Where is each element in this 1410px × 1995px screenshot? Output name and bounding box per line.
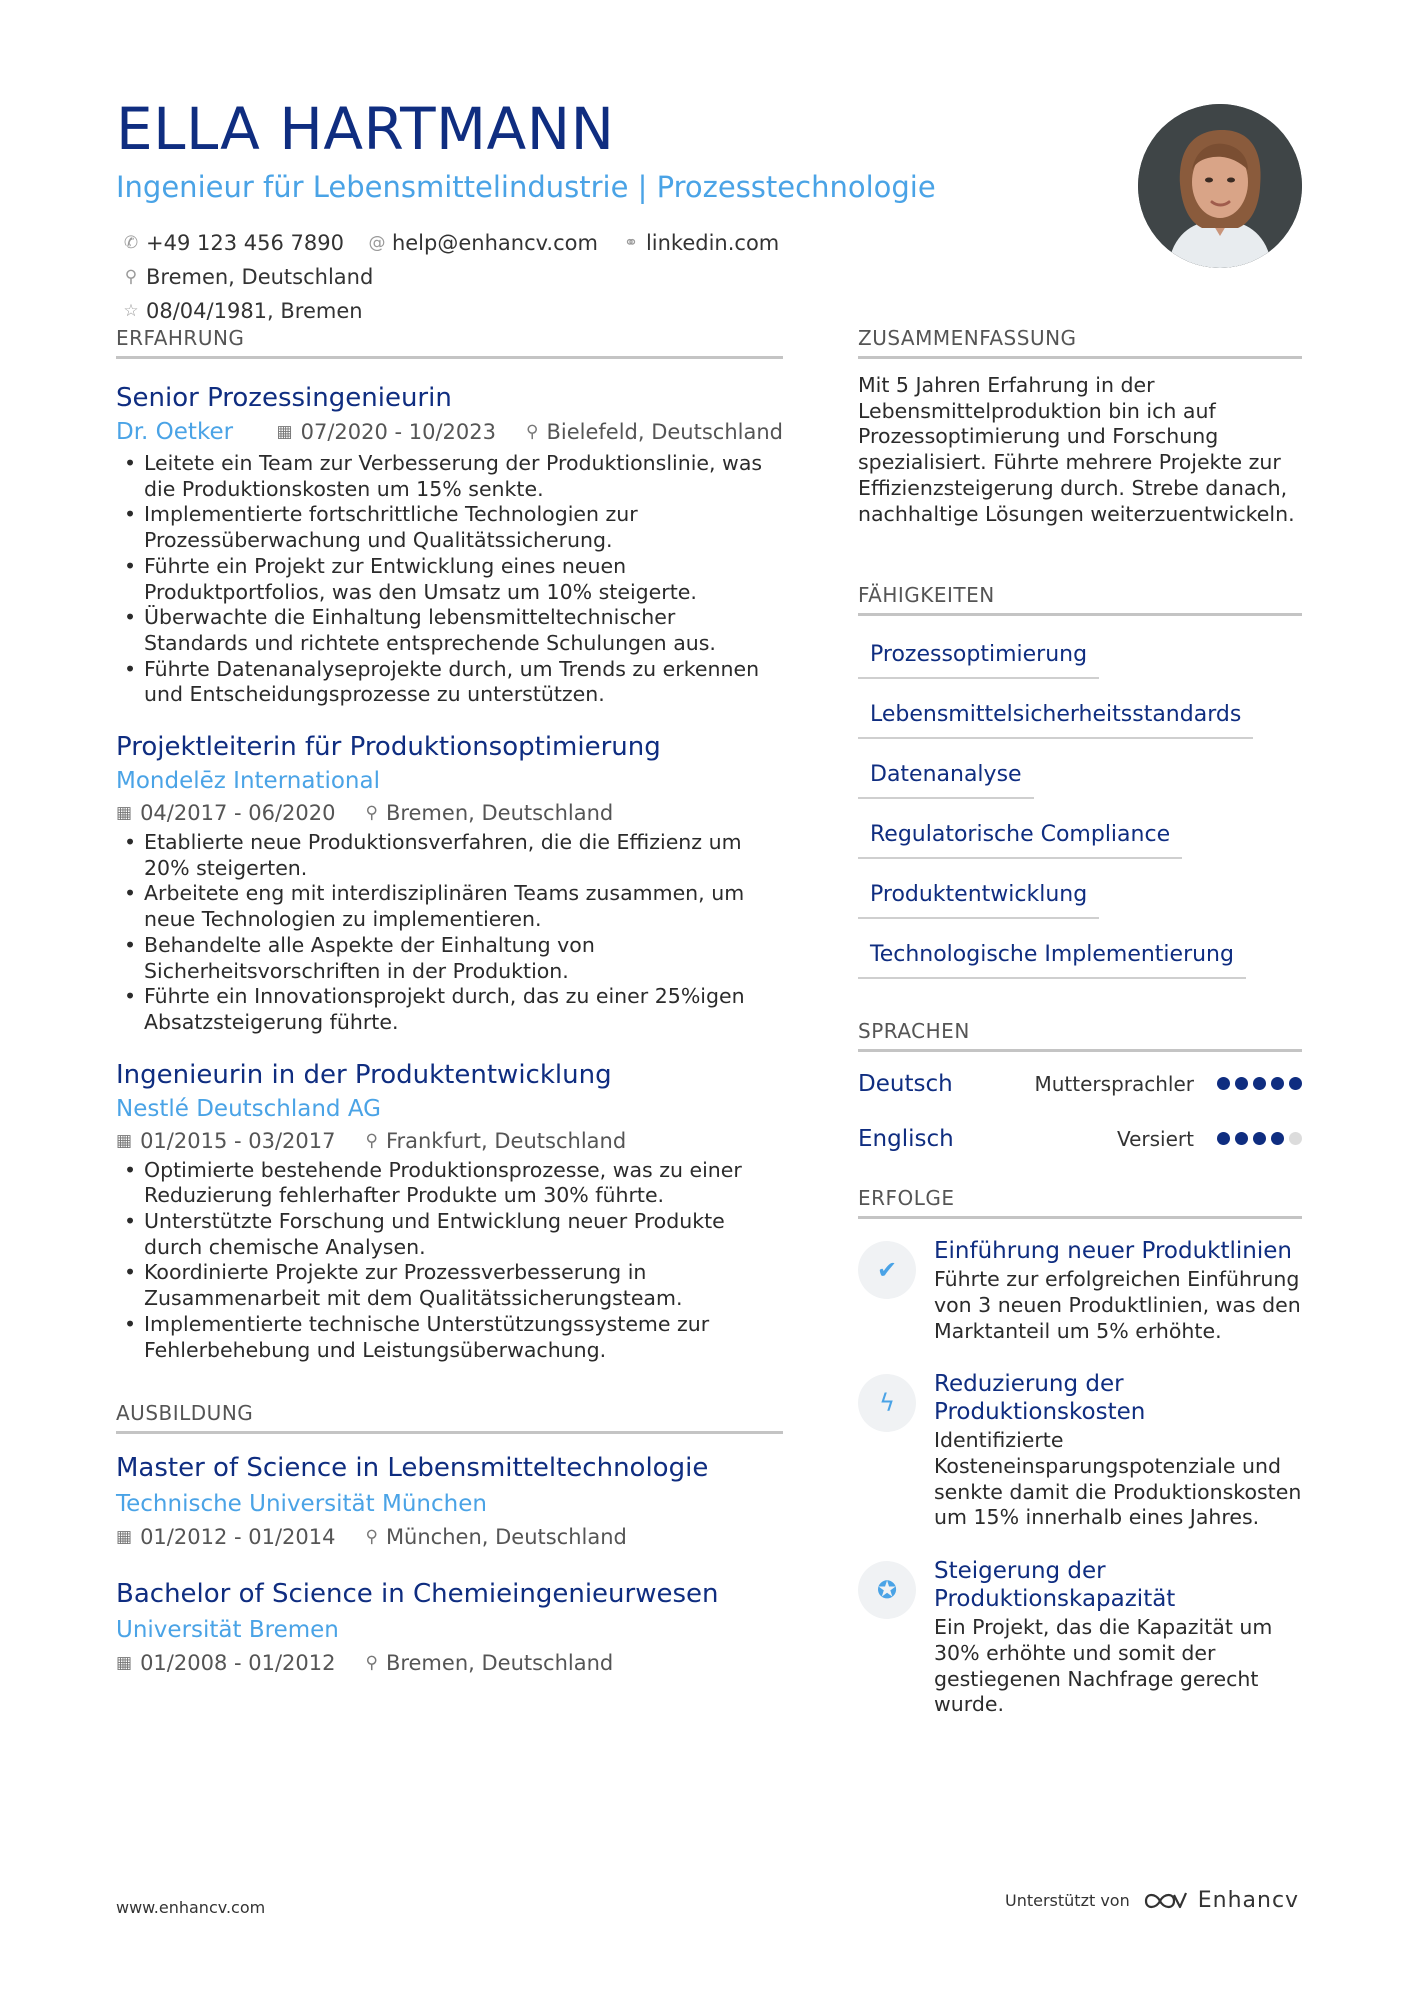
contact-item[interactable] xyxy=(122,261,373,293)
achievement-item xyxy=(858,1237,1302,1344)
job-meta-row xyxy=(116,798,783,828)
education-list xyxy=(116,1450,783,1678)
profile-photo xyxy=(1138,104,1302,268)
language-proficiency xyxy=(1117,1127,1302,1151)
achievement-item xyxy=(858,1557,1302,1718)
education-meta-row xyxy=(116,1648,783,1678)
rating-dot xyxy=(1289,1132,1302,1145)
contact-list xyxy=(122,225,1042,327)
education-location xyxy=(365,1648,613,1678)
calendar-icon: ▦ xyxy=(116,803,133,824)
candidate-headline: Ingenieur für Lebensmittelindustrie | Prozesstechnologie xyxy=(116,170,936,204)
education-dates-text: 01/2008 - 01/2012 xyxy=(140,1651,336,1676)
education-dates xyxy=(116,1522,335,1552)
job-entry xyxy=(116,1058,783,1364)
job-bullet: • Führte Datenanalyseprojekte durch, um Trends zu erkennen und Entscheidungsprozesse zu unterstützen. xyxy=(116,657,783,708)
contact-item[interactable] xyxy=(622,227,779,259)
job-bullets xyxy=(116,830,783,1036)
rating-dot xyxy=(1289,1077,1302,1090)
degree-title: Bachelor of Science in Chemieingenieurwesen xyxy=(116,1579,719,1610)
rating-dot xyxy=(1235,1077,1248,1090)
job-bullet: • Unterstützte Forschung und Entwicklung neuer Produkte durch chemische Analysen. xyxy=(116,1209,783,1260)
job-bullet: • Implementierte fortschrittliche Technologien zur Prozessüberwachung und Qualitätssicherung. xyxy=(116,502,783,553)
job-bullet: • Implementierte technische Unterstützungssysteme zur Fehlerbehebung und Leistungsüberwachung. xyxy=(116,1312,783,1363)
lightning-icon: ϟ xyxy=(858,1374,916,1432)
rating-dot xyxy=(1253,1077,1266,1090)
rating-dot xyxy=(1271,1077,1284,1090)
job-entry xyxy=(116,381,783,708)
job-bullet: • Optimierte bestehende Produktionsprozesse, was zu einer Reduzierung fehlerhafter Produkte um 30% führte. xyxy=(116,1158,783,1209)
portrait-illustration xyxy=(1138,104,1302,268)
achievements-section-title: ERFOLGE xyxy=(858,1186,1302,1219)
rating-dot xyxy=(1217,1077,1230,1090)
left-column xyxy=(116,326,783,1678)
brand-name: Enhancv xyxy=(1197,1888,1300,1913)
achievement-body xyxy=(934,1237,1302,1344)
location-pin-icon: ⚲ xyxy=(526,422,539,442)
job-bullet: • Behandelte alle Aspekte der Einhaltung von Sicherheitsvorschriften in der Produktion. xyxy=(116,933,783,984)
education-location xyxy=(365,1522,626,1552)
summary-section-title: ZUSAMMENFASSUNG xyxy=(858,326,1302,359)
checkmark-icon: ✔ xyxy=(858,1241,916,1299)
contact-text: help@enhancv.com xyxy=(391,231,598,255)
job-location xyxy=(365,1126,626,1156)
phone-icon: ✆ xyxy=(123,233,139,253)
contact-text: +49 123 456 7890 xyxy=(146,231,344,255)
achievement-item xyxy=(858,1370,1302,1531)
right-column xyxy=(858,326,1302,1718)
contact-text: linkedin.com xyxy=(645,231,780,255)
calendar-icon: ▦ xyxy=(116,1653,133,1674)
skill-tag: Technologische Implementierung xyxy=(858,930,1246,979)
job-dates xyxy=(116,1126,335,1156)
location-pin-icon: ⚲ xyxy=(365,1527,378,1548)
education-dates-text: 01/2012 - 01/2014 xyxy=(140,1525,336,1550)
skills-list xyxy=(858,630,1302,979)
achievement-body xyxy=(934,1370,1302,1531)
rating-dots xyxy=(1212,1077,1302,1090)
contact-item[interactable] xyxy=(368,227,598,259)
job-bullet: • Führte ein Projekt zur Entwicklung eines neuen Produktportfolios, was den Umsatz um 10% steigerte. xyxy=(116,554,783,605)
job-bullet: • Führte ein Innovationsprojekt durch, das zu einer 25%igen Absatzsteigerung führte. xyxy=(116,984,783,1035)
footer-website[interactable]: www.enhancv.com xyxy=(116,1898,266,1917)
company-name: Mondelēz International xyxy=(116,768,380,795)
school-name: Technische Universität München xyxy=(116,1491,487,1518)
rating-dot xyxy=(1217,1132,1230,1145)
education-entry xyxy=(116,1576,783,1678)
summary-text: Mit 5 Jahren Erfahrung in der Lebensmittelproduktion bin ich auf Prozessoptimierung und Forschung spezialisiert. Führte mehrere Projekte zur Effizienzsteigerung durch. Strebe danach, nachhaltige Lösungen weiterzuentwickeln. xyxy=(858,373,1295,526)
enhancv-logo-icon xyxy=(1142,1889,1188,1913)
skill-tag: Lebensmittelsicherheitsstandards xyxy=(858,690,1253,739)
company-name: Nestlé Deutschland AG xyxy=(116,1095,381,1122)
education-entry xyxy=(116,1450,783,1552)
experience-list xyxy=(116,381,783,1363)
education-location-text: Bremen, Deutschland xyxy=(385,1651,614,1676)
language-proficiency xyxy=(1035,1072,1303,1096)
degree-title: Master of Science in Lebensmitteltechnologie xyxy=(116,1453,709,1484)
job-dates xyxy=(277,417,496,447)
job-meta-row xyxy=(277,417,783,447)
job-dates-text: 01/2015 - 03/2017 xyxy=(140,1128,336,1153)
job-bullets xyxy=(116,451,783,708)
languages-list xyxy=(858,1056,1302,1166)
achievement-title: Steigerung der Produktionskapazität xyxy=(934,1558,1176,1613)
experience-section-title: ERFAHRUNG xyxy=(116,326,783,359)
star-icon: ☆ xyxy=(123,301,139,321)
job-entry xyxy=(116,730,783,1036)
contact-text: 08/04/1981, Bremen xyxy=(146,299,363,323)
powered-by-label: Unterstützt von xyxy=(1005,1891,1130,1910)
candidate-name: ELLA HARTMANN xyxy=(116,95,615,163)
location-pin-icon: ⚲ xyxy=(365,803,378,824)
job-dates-text: 04/2017 - 06/2020 xyxy=(140,801,336,826)
achievement-title: Reduzierung der Produktionskosten xyxy=(934,1371,1146,1426)
contact-item[interactable] xyxy=(122,295,363,327)
contact-item[interactable] xyxy=(122,227,344,259)
achievement-description: Ein Projekt, das die Kapazität um 30% erhöhte und somit der gestiegenen Nachfrage gerecht wurde. xyxy=(934,1615,1273,1717)
achievement-description: Identifizierte Kosteneinsparungspotenziale und senkte damit die Produktionskosten um 15% innerhalb eines Jahres. xyxy=(934,1428,1302,1530)
job-title: Ingenieurin in der Produktentwicklung xyxy=(116,1059,612,1090)
job-title: Projektleiterin für Produktionsoptimierung xyxy=(116,732,661,763)
language-level: Versiert xyxy=(1116,1126,1194,1151)
link-icon: ⚭ xyxy=(623,233,639,253)
job-bullet: • Arbeitete eng mit interdisziplinären Teams zusammen, um neue Technologien zu implementieren. xyxy=(116,881,783,932)
language-row xyxy=(858,1111,1302,1166)
job-header-row xyxy=(116,415,783,449)
calendar-icon: ▦ xyxy=(116,1130,133,1151)
skills-section-title: FÄHIGKEITEN xyxy=(858,583,1302,616)
achievement-body xyxy=(934,1557,1302,1718)
location-pin-icon: ⚲ xyxy=(365,1653,378,1674)
company-name: Dr. Oetker xyxy=(116,419,234,445)
achievement-title: Einführung neuer Produktlinien xyxy=(934,1238,1292,1265)
rating-dot xyxy=(1235,1132,1248,1145)
job-location-text: Bremen, Deutschland xyxy=(385,801,614,826)
languages-section-title: SPRACHEN xyxy=(858,1019,1302,1052)
contact-text: Bremen, Deutschland xyxy=(146,265,374,289)
skill-tag: Datenanalyse xyxy=(858,750,1034,799)
job-location-text: Bielefeld, Deutschland xyxy=(546,420,783,444)
school-name: Universität Bremen xyxy=(116,1617,339,1644)
job-bullet: • Koordinierte Projekte zur Prozessverbesserung in Zusammenarbeit mit dem Qualitätssicherungsteam. xyxy=(116,1260,783,1311)
job-location xyxy=(526,417,783,447)
job-bullet: • Leitete ein Team zur Verbesserung der Produktionslinie, was die Produktionskosten um 15% senkte. xyxy=(116,451,783,502)
skill-tag: Regulatorische Compliance xyxy=(858,810,1182,859)
job-meta-row xyxy=(116,1126,783,1156)
education-dates xyxy=(116,1648,335,1678)
calendar-icon: ▦ xyxy=(276,422,293,442)
achievement-description: Führte zur erfolgreichen Einführung von 3 neuen Produktlinien, was den Marktanteil um 5% erhöhte. xyxy=(934,1267,1301,1343)
job-dates xyxy=(116,798,335,828)
job-bullet: • Überwachte die Einhaltung lebensmitteltechnischer Standards und richtete entsprechende Schulungen aus. xyxy=(116,605,783,656)
calendar-icon: ▦ xyxy=(116,1527,133,1548)
job-bullet: • Etablierte neue Produktionsverfahren, die die Effizienz um 20% steigerten. xyxy=(116,830,783,881)
skill-tag: Produktentwicklung xyxy=(858,870,1099,919)
job-location xyxy=(365,798,613,828)
location-icon: ⚲ xyxy=(124,267,138,287)
skill-tag: Prozessoptimierung xyxy=(858,630,1099,679)
job-bullets xyxy=(116,1158,783,1364)
job-title: Senior Prozessingenieurin xyxy=(116,383,452,413)
footer-branding xyxy=(1005,1888,1299,1913)
location-pin-icon: ⚲ xyxy=(365,1130,378,1151)
language-name: Deutsch xyxy=(858,1070,953,1097)
language-row xyxy=(858,1056,1302,1111)
job-dates-text: 07/2020 - 10/2023 xyxy=(300,420,497,444)
education-meta-row xyxy=(116,1522,783,1552)
at-icon: @ xyxy=(368,233,386,253)
achievements-list xyxy=(858,1237,1302,1718)
rating-dot xyxy=(1253,1132,1266,1145)
award-icon: ✪ xyxy=(858,1561,916,1619)
rating-dot xyxy=(1271,1132,1284,1145)
language-level: Muttersprachler xyxy=(1034,1071,1194,1096)
language-name: Englisch xyxy=(858,1125,954,1152)
education-location-text: München, Deutschland xyxy=(385,1525,627,1550)
rating-dots xyxy=(1212,1132,1302,1145)
education-section-title: AUSBILDUNG xyxy=(116,1401,783,1434)
job-location-text: Frankfurt, Deutschland xyxy=(385,1128,627,1153)
